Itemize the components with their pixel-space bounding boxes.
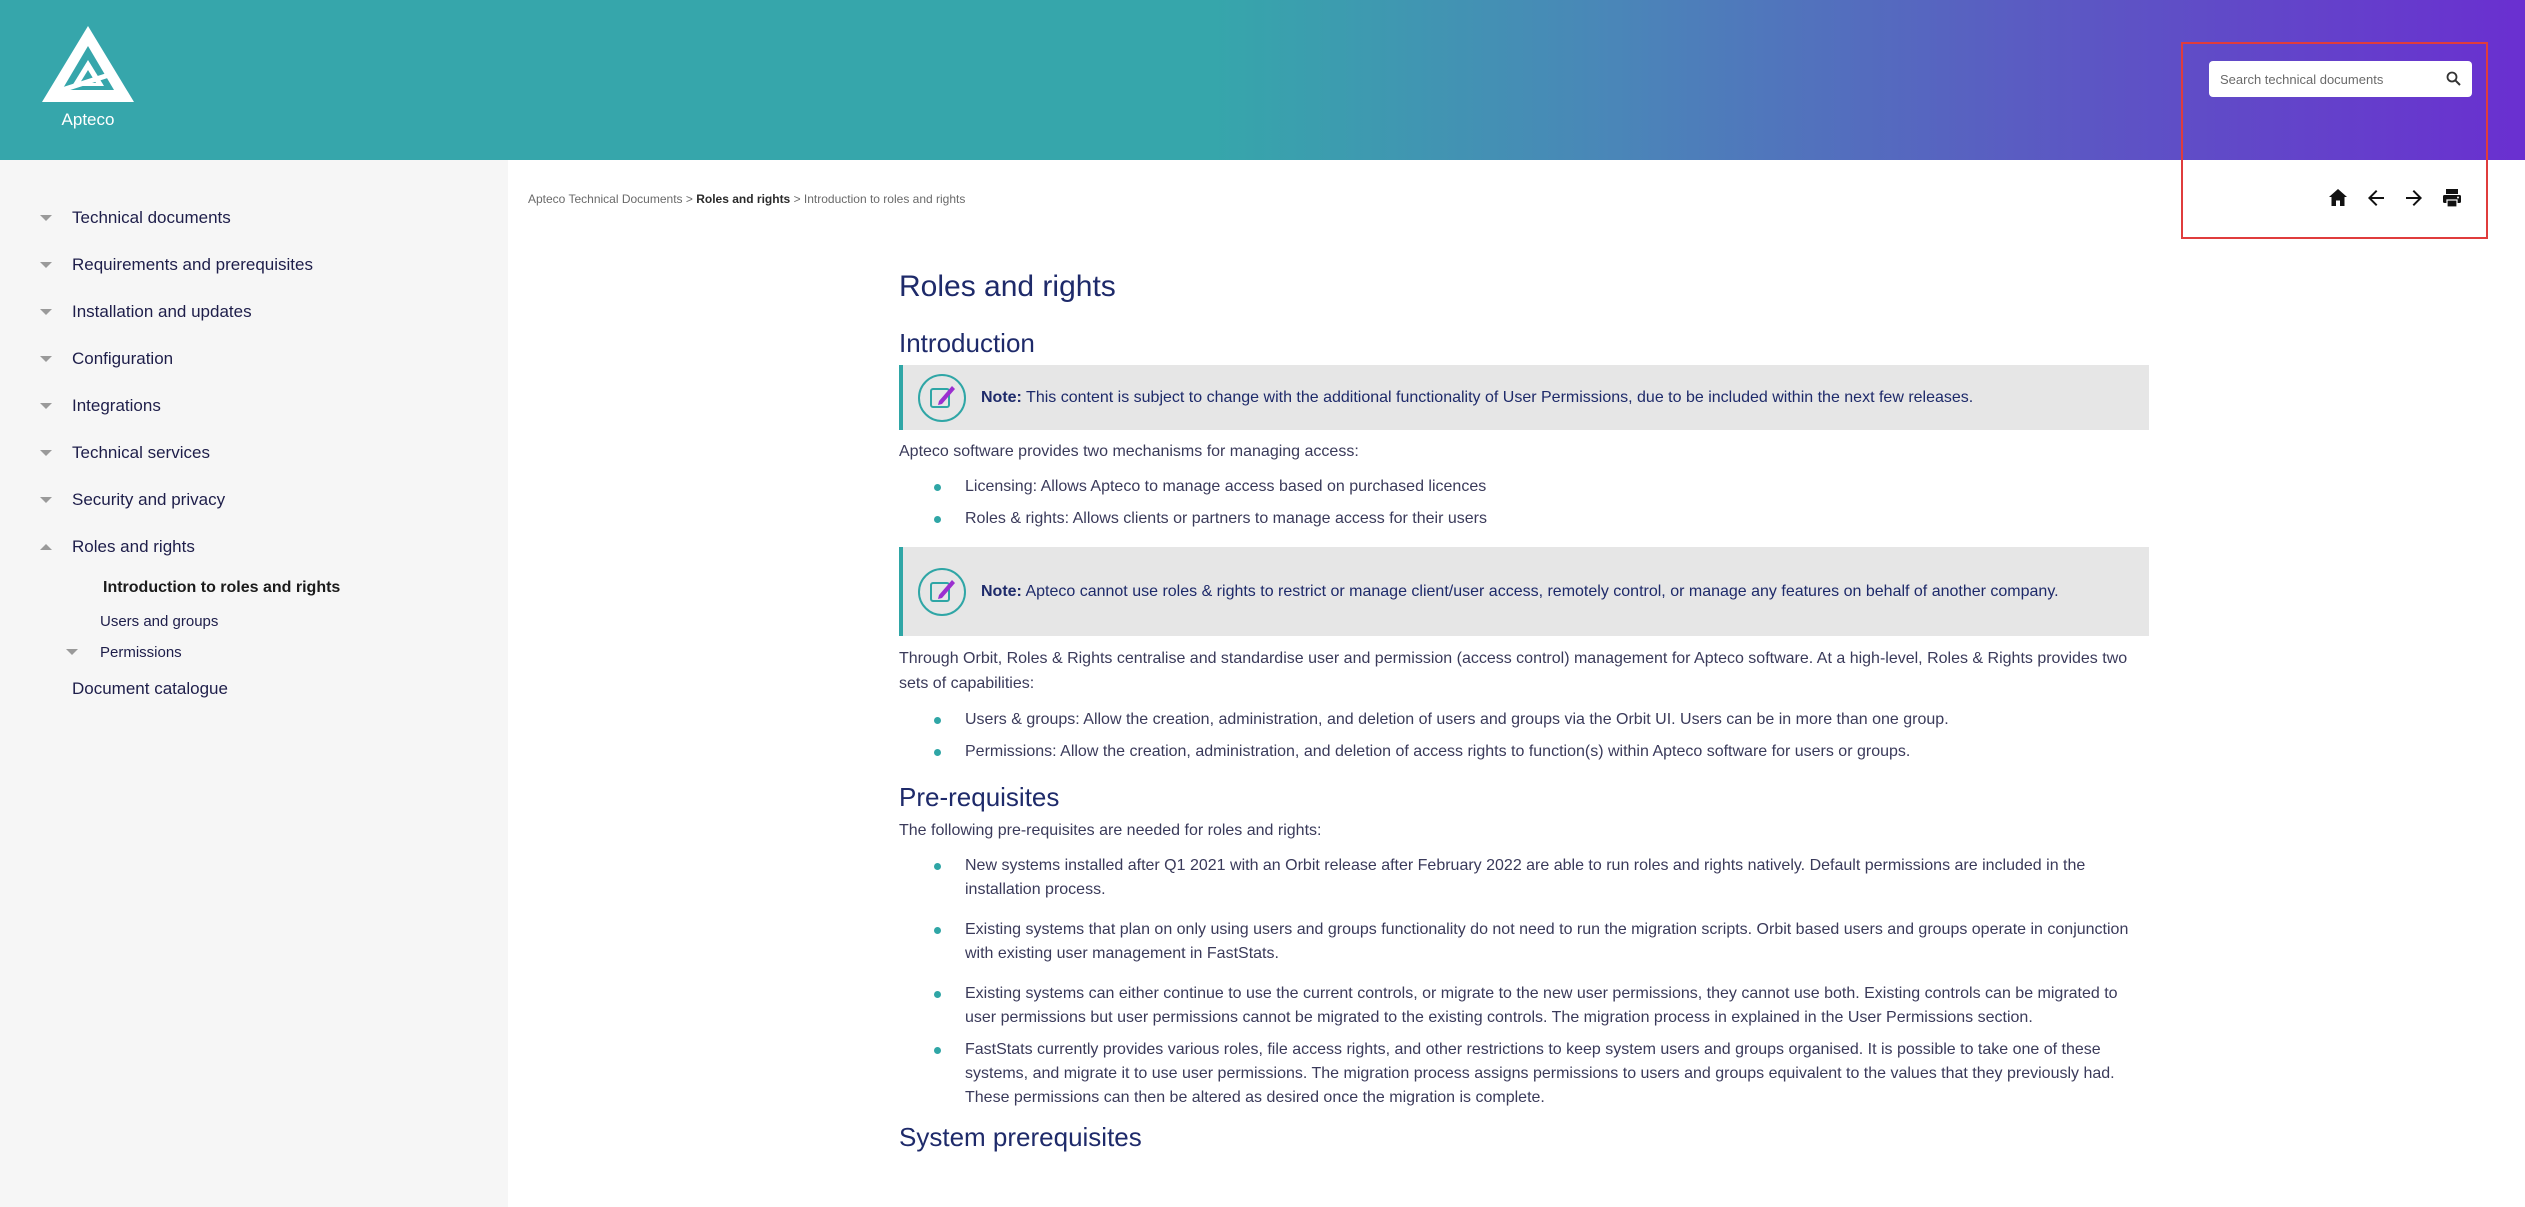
section-heading-prerequisites: Pre-requisites — [899, 782, 1060, 812]
sidebar-subitem-label: Permissions — [100, 643, 182, 661]
note-callout — [899, 547, 2149, 636]
sidebar-item-label: Roles and rights — [72, 537, 195, 556]
list-item: Existing systems can either continue to use the current controls, or migrate to the new user permissions, they cannot use both. Existing controls can be migrated to user permissions but user permissions cannot be migrated to the existing controls. The migration process in explained in the User Permissions section. — [899, 982, 2149, 1030]
sidebar-item-label: Integrations — [72, 396, 161, 415]
search-input[interactable] — [2209, 61, 2429, 97]
apteco-logo[interactable] — [42, 26, 134, 136]
sidebar-item-security[interactable] — [38, 485, 225, 515]
list-item: FastStats currently provides various roles, file access rights, and other restrictions to keep system users and groups organised. It is possible to take one of these systems, and migrate it to use user permissions. The migration process assigns permissions to users and groups equivalent to the values that they previously had. These permissions can then be altered as desired once the migration is complete. — [899, 1038, 2149, 1110]
intro-paragraph: Apteco software provides two mechanisms for managing access: — [899, 443, 1359, 460]
search-icon[interactable] — [2445, 70, 2463, 88]
breadcrumb-link-roles[interactable]: Roles and rights — [696, 192, 791, 206]
list-item: Users & groups: Allow the creation, administration, and deletion of users and groups via the Orbit UI. Users can be in more than one group. — [899, 708, 2149, 732]
note-text — [981, 579, 2059, 604]
search-box[interactable] — [2209, 61, 2472, 97]
section-heading-system-prerequisites: System prerequisites — [899, 1122, 1142, 1152]
sidebar-item-requirements[interactable] — [38, 250, 313, 280]
breadcrumb-current: Introduction to roles and rights — [803, 192, 966, 206]
caret-down-icon — [64, 647, 80, 657]
sidebar-subitem-label: Users and groups — [100, 612, 219, 630]
section-heading-introduction: Introduction — [899, 328, 1035, 358]
caret-up-icon — [38, 542, 54, 552]
sidebar-item-roles-and-rights[interactable] — [38, 532, 195, 562]
breadcrumb-separator: > — [682, 192, 697, 206]
note-text — [981, 385, 1973, 410]
sidebar-item-label: Installation and updates — [72, 302, 252, 321]
capabilities-list — [899, 708, 2149, 764]
sidebar-item-label: Technical services — [72, 443, 210, 462]
sidebar-item-label: Security and privacy — [72, 490, 226, 509]
home-icon[interactable] — [2326, 186, 2350, 210]
note-edit-icon — [917, 373, 967, 423]
sidebar-item-technical-services[interactable] — [38, 438, 210, 468]
sidebar-item-label: Document catalogue — [72, 679, 228, 698]
prerequisites-list — [899, 854, 2149, 1110]
note-label: Note: — [981, 389, 1022, 406]
list-item: Licensing: Allows Apteco to manage access based on purchased licences — [899, 475, 2149, 499]
sidebar-item-configuration[interactable] — [38, 344, 173, 374]
logo-text: Apteco — [61, 110, 115, 129]
sidebar-item-technical-documents[interactable] — [38, 203, 231, 233]
page-title: Roles and rights — [899, 270, 1116, 303]
breadcrumb-link-home[interactable]: Apteco Technical Documents — [528, 192, 683, 206]
orbit-paragraph: Through Orbit, Roles & Rights centralise and standardise user and permission (access control) management for Apteco software. At a high-level, Roles & Rights provides two sets of capabilities: — [899, 650, 2128, 692]
sidebar-item-installation[interactable] — [38, 297, 252, 327]
breadcrumb-separator: > — [790, 192, 804, 206]
note-body: Apteco cannot use roles & rights to restrict or manage client/user access, remotely control, or manage any features on behalf of another company. — [1021, 583, 2059, 600]
sidebar-nav — [0, 160, 508, 1207]
back-arrow-icon[interactable] — [2364, 186, 2388, 210]
caret-down-icon — [38, 213, 54, 223]
forward-arrow-icon[interactable] — [2402, 186, 2426, 210]
caret-down-icon — [38, 307, 54, 317]
list-item: Existing systems that plan on only using users and groups functionality do not need to run the migration scripts. Orbit based users and groups operate in conjunction with existing user management in FastStats. — [899, 918, 2149, 966]
sidebar-item-integrations[interactable] — [38, 391, 161, 421]
breadcrumb — [528, 192, 965, 206]
sidebar-subitem-label: Introduction to roles and rights — [103, 579, 341, 596]
caret-down-icon — [38, 260, 54, 270]
mechanisms-list — [899, 475, 2149, 531]
logo-icon — [42, 26, 134, 108]
article — [899, 270, 2149, 1153]
sidebar-subitem-introduction[interactable] — [103, 573, 340, 603]
prereq-paragraph: The following pre-requisites are needed for roles and rights: — [899, 822, 1322, 839]
header-banner — [0, 0, 2525, 160]
sidebar-item-document-catalogue[interactable] — [72, 674, 228, 704]
sidebar-subitem-permissions[interactable] — [64, 637, 182, 667]
sidebar-subitem-users-and-groups[interactable] — [100, 606, 218, 636]
caret-down-icon — [38, 354, 54, 364]
note-callout — [899, 365, 2149, 430]
caret-down-icon — [38, 401, 54, 411]
note-edit-icon — [917, 567, 967, 617]
list-item: New systems installed after Q1 2021 with an Orbit release after February 2022 are able to run roles and rights natively. Default permissions are included in the installation process. — [899, 854, 2149, 902]
caret-down-icon — [38, 495, 54, 505]
note-label: Note: — [981, 583, 1022, 600]
print-icon[interactable] — [2440, 186, 2464, 210]
note-body: This content is subject to change with the additional functionality of User Permissions, due to be included within the next few releases. — [1021, 389, 1974, 406]
sidebar-item-label: Requirements and prerequisites — [72, 255, 313, 274]
sidebar-item-label: Technical documents — [72, 208, 231, 227]
sidebar-item-label: Configuration — [72, 349, 174, 368]
list-item: Permissions: Allow the creation, administration, and deletion of access rights to function(s) within Apteco software for users or groups. — [899, 740, 2149, 764]
caret-down-icon — [38, 448, 54, 458]
main-content-area — [508, 160, 2525, 1207]
list-item: Roles & rights: Allows clients or partners to manage access for their users — [899, 507, 2149, 531]
